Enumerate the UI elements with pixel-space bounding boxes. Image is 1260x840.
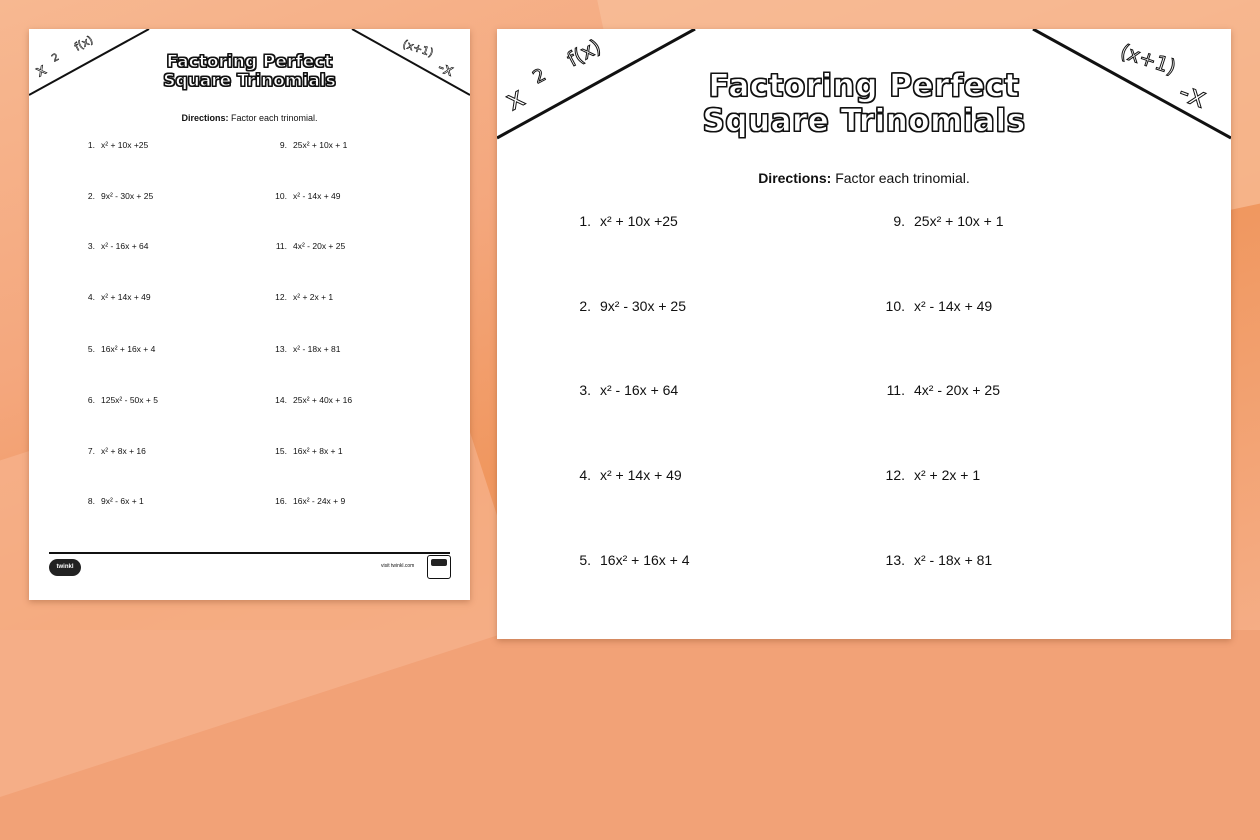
corner-text: x <box>31 59 50 81</box>
problem-number: 4. <box>579 467 591 483</box>
problem-number: 10. <box>275 191 287 201</box>
corner-text: f(x) <box>72 33 96 54</box>
problem-expression: 9x² - 30x + 25 <box>101 191 154 201</box>
problem-item <box>273 191 340 201</box>
problem-item <box>883 552 992 568</box>
problem-item <box>569 467 682 483</box>
problem-expression: x² + 14x + 49 <box>600 467 682 483</box>
directions-text: Factor each trinomial. <box>228 113 318 123</box>
problem-expression: 16x² + 16x + 4 <box>600 552 690 568</box>
worksheet-title <box>497 69 1231 138</box>
worksheet-preview-zoomed <box>497 29 1231 639</box>
title-line: Square Trinomials <box>163 71 336 92</box>
directions <box>497 170 1231 186</box>
problem-expression: x² + 14x + 49 <box>101 292 151 302</box>
problem-number: 1. <box>87 140 95 150</box>
problem-expression: 25x² + 40x + 16 <box>293 395 353 405</box>
problem-item <box>883 382 1000 398</box>
corner-text: x <box>499 80 530 118</box>
problem-item <box>569 382 678 398</box>
problem-number: 5. <box>579 552 591 568</box>
problem-item <box>273 446 343 456</box>
problem-number: 9. <box>893 213 905 229</box>
problem-number: 2. <box>579 298 591 314</box>
footer-divider <box>49 552 450 554</box>
problem-number: 10. <box>885 298 905 314</box>
problem-item <box>883 213 1004 229</box>
problem-number: 15. <box>275 446 287 456</box>
problem-number: 7. <box>87 446 95 456</box>
problem-item <box>81 241 148 251</box>
problem-expression: x² + 2x + 1 <box>293 292 334 302</box>
problem-item <box>81 496 144 506</box>
corner-text: -x <box>1174 74 1211 115</box>
problem-number: 8. <box>87 496 95 506</box>
problem-number: 4. <box>87 292 95 302</box>
problem-item <box>273 292 333 302</box>
problem-number: 16. <box>275 496 287 506</box>
problem-expression: x² + 10x +25 <box>101 140 149 150</box>
problem-item <box>883 467 980 483</box>
corner-text: -x <box>435 56 457 80</box>
title-line: Factoring Perfect <box>166 52 333 72</box>
problem-item <box>81 395 158 405</box>
problem-item <box>81 344 155 354</box>
problem-number: 14. <box>275 395 287 405</box>
directions-text: Factor each trinomial. <box>831 170 970 186</box>
directions-label: Directions: <box>181 113 229 123</box>
problem-number: 13. <box>275 344 287 354</box>
problem-expression: 25x² + 10x + 1 <box>293 140 348 150</box>
problem-number: 2. <box>87 191 95 201</box>
problem-number: 12. <box>885 467 905 483</box>
problem-item <box>81 292 151 302</box>
corner-text: (x+1) <box>401 37 435 60</box>
problem-expression: 16x² - 24x + 9 <box>293 496 346 506</box>
directions-label: Directions: <box>758 170 832 186</box>
worksheet-preview-small <box>29 29 470 600</box>
title-line: Factoring Perfect <box>708 68 1020 104</box>
problem-number: 5. <box>87 344 95 354</box>
problem-number: 9. <box>279 140 287 150</box>
problem-item <box>883 298 992 314</box>
corner-text: 2 <box>50 51 62 65</box>
problem-item <box>273 140 347 150</box>
quality-badge-icon <box>427 555 451 579</box>
title-line: Square Trinomials <box>702 102 1026 139</box>
problem-expression: x² - 14x + 49 <box>914 298 993 314</box>
problem-item <box>273 496 345 506</box>
problem-expression: 16x² + 8x + 1 <box>293 446 343 456</box>
corner-text: 2 <box>529 64 550 89</box>
problem-item <box>81 446 146 456</box>
problem-expression: x² + 8x + 16 <box>101 446 146 456</box>
problem-item <box>569 552 690 568</box>
problem-item <box>569 298 686 314</box>
problem-item <box>273 344 340 354</box>
problem-expression: x² - 18x + 81 <box>293 344 341 354</box>
problem-item <box>569 213 678 229</box>
footer-url: visit twinkl.com <box>381 563 415 569</box>
problem-item <box>81 140 148 150</box>
problem-expression: x² + 2x + 1 <box>914 467 981 483</box>
problem-expression: x² - 16x + 64 <box>600 382 679 398</box>
problem-number: 3. <box>579 382 591 398</box>
corner-text: (x+1) <box>1117 38 1180 80</box>
problem-expression: 9x² - 6x + 1 <box>101 496 144 506</box>
corner-text: f(x) <box>563 34 605 72</box>
problem-item <box>81 191 153 201</box>
problem-number: 6. <box>87 395 95 405</box>
problem-number: 11. <box>886 382 905 398</box>
problem-number: 12. <box>275 292 287 302</box>
twinkl-logo: twinkl <box>49 559 81 576</box>
problem-expression: x² - 16x + 64 <box>101 241 149 251</box>
problem-expression: x² - 14x + 49 <box>293 191 341 201</box>
problem-expression: 9x² - 30x + 25 <box>600 298 686 314</box>
problem-expression: 125x² - 50x + 5 <box>101 395 158 405</box>
problem-number: 13. <box>885 552 905 568</box>
problem-expression: x² + 10x +25 <box>600 213 678 229</box>
problem-expression: 4x² - 20x + 25 <box>914 382 1000 398</box>
problem-expression: 4x² - 20x + 25 <box>293 241 346 251</box>
problem-number: 3. <box>87 241 95 251</box>
problem-expression: 25x² + 10x + 1 <box>914 213 1004 229</box>
problem-item <box>273 395 352 405</box>
problem-number: 11. <box>275 241 287 251</box>
problem-number: 1. <box>579 213 591 229</box>
problem-expression: x² - 18x + 81 <box>914 552 993 568</box>
problem-item <box>273 241 345 251</box>
worksheet-title <box>29 53 470 91</box>
problem-expression: 16x² + 16x + 4 <box>101 344 156 354</box>
directions <box>29 113 470 123</box>
